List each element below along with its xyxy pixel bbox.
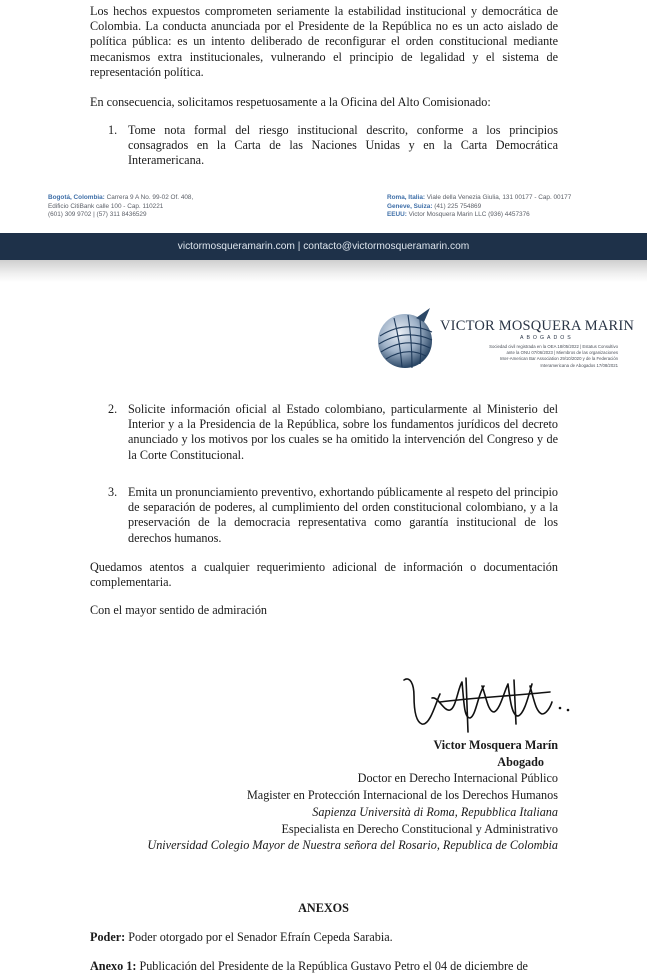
paragraph-hechos: Los hechos expuestos comprometen seriamente la estabilidad institucional y democrática de Colombia. La conducta anunciada por el Presidente de la República no es un acto aislado de política pública: es un intento deliberado de reconfigurar el orden constitucional mediante mecanismos extra institucionales, vulnerando el principio de legalidad y el sistema de representación política. <box>90 4 558 79</box>
firm-subtitle: ABOGADOS <box>520 335 574 341</box>
footer-text: Viale della Venezia Giulia, 131 00177 - Cap. 00177 <box>425 194 572 201</box>
list-number: 3. <box>108 485 118 499</box>
registration-line: Sociedad civil registrada en la OEA 18/05/2022 | Estatus Consultivo <box>489 344 618 349</box>
paragraph-consecuencia: En consecuencia, solicitamos respetuosamente a la Oficina del Alto Comisionado: <box>90 95 491 109</box>
annex-1 <box>90 959 558 974</box>
closing-line: Con el mayor sentido de admiración <box>90 603 268 617</box>
footer-city: EEUU: <box>387 211 407 219</box>
registration-line: Interamericana de Abogados 17/08/2021 <box>540 362 618 368</box>
credential: Universidad Colegio Mayor de Nuestra señora del Rosario, Republica de Colombia <box>147 838 558 853</box>
list-number: 1. <box>108 123 118 137</box>
footer-city: Geneve, Suiza: <box>387 202 433 210</box>
list-text: Emita un pronunciamiento preventivo, exhortando públicamente al respeto del principio de separación de poderes, al cumplimiento del orden constitucional colombiano, y a la preservación de la democracia representativa como garantía institucional de los derechos humanos. <box>128 485 558 545</box>
firm-name: VICTOR MOSQUERA MARIN <box>440 318 635 334</box>
footer-phone: (601) 309 9702 | (57) 311 8436529 <box>48 211 147 219</box>
annex-text: Publicación del Presidente de la República Gustavo Petro el 04 de diciembre de <box>136 959 528 973</box>
registration-line: Inter-American Bar Association 29/10/2020 y de la Federación <box>499 356 618 362</box>
list-item-2 <box>108 402 558 463</box>
list-item-3 <box>108 485 558 546</box>
handwritten-signature <box>400 672 580 744</box>
footer-address-right <box>387 194 571 220</box>
annexes-title: ANEXOS <box>298 901 349 915</box>
footer-city: Bogotá, Colombia: <box>48 194 105 201</box>
annex-poder <box>90 930 558 945</box>
signature-block <box>98 737 558 854</box>
footer-web-bar: victormosqueramarin.com | contacto@victormosqueramarin.com <box>0 233 647 260</box>
footer-text: Victor Mosquera Marin LLC (936) 4457376 <box>406 211 530 219</box>
firm-registration <box>440 344 618 369</box>
annex-text: Poder otorgado por el Senador Efraín Cepeda Sarabia. <box>125 930 393 944</box>
footer-text: Edificio CitiBank calle 100 - Cap. 110221 <box>48 202 164 210</box>
list-text: Solicite información oficial al Estado colombiano, particularmente al Ministerio del Interior y a la Presidencia de la República, sobre los fundamentos jurídicos del decreto anunciado y los motivos por los cuales se ha omitido la intervención del Congreso y de la Corte Constitucional. <box>128 402 558 462</box>
signer-role: Abogado <box>497 754 544 769</box>
credential: Sapienza Università di Roma, Repubblica Italiana <box>312 804 558 819</box>
registration-line: ante la ONU 07/06/2023 | Miembros de las organizaciones <box>506 350 618 356</box>
signer-name: Victor Mosquera Marín <box>433 738 558 752</box>
list-item-1 <box>108 123 558 169</box>
footer-city: Roma, Italia: <box>387 194 425 201</box>
firm-logo <box>372 300 635 380</box>
list-number: 2. <box>108 402 118 416</box>
credential: Especialista en Derecho Constitucional y Administrativo <box>281 821 558 836</box>
credential: Doctor en Derecho Internacional Público <box>357 771 558 786</box>
credential: Magister en Protección Internacional de los Derechos Humanos <box>246 788 558 803</box>
annex-label: Poder: <box>90 930 126 944</box>
letterhead-footer <box>0 190 647 230</box>
list-text: Tome nota formal del riesgo institucional descrito, conforme a los principios consagrados en la Carta de las Naciones Unidas y en la Carta Democrática Interamericana. <box>128 123 558 168</box>
globe-logo-icon <box>372 306 438 372</box>
footer-text: Carrera 9 A No. 99-02 Of. 408, <box>104 194 194 201</box>
paragraph-atentos: Quedamos atentos a cualquier requerimiento adicional de información o documentación complementaria. <box>90 560 558 590</box>
page-separator <box>0 260 647 282</box>
footer-address-left <box>48 194 193 220</box>
footer-text: (41) 225 754869 <box>432 202 482 210</box>
annex-label: Anexo 1: <box>90 959 137 973</box>
